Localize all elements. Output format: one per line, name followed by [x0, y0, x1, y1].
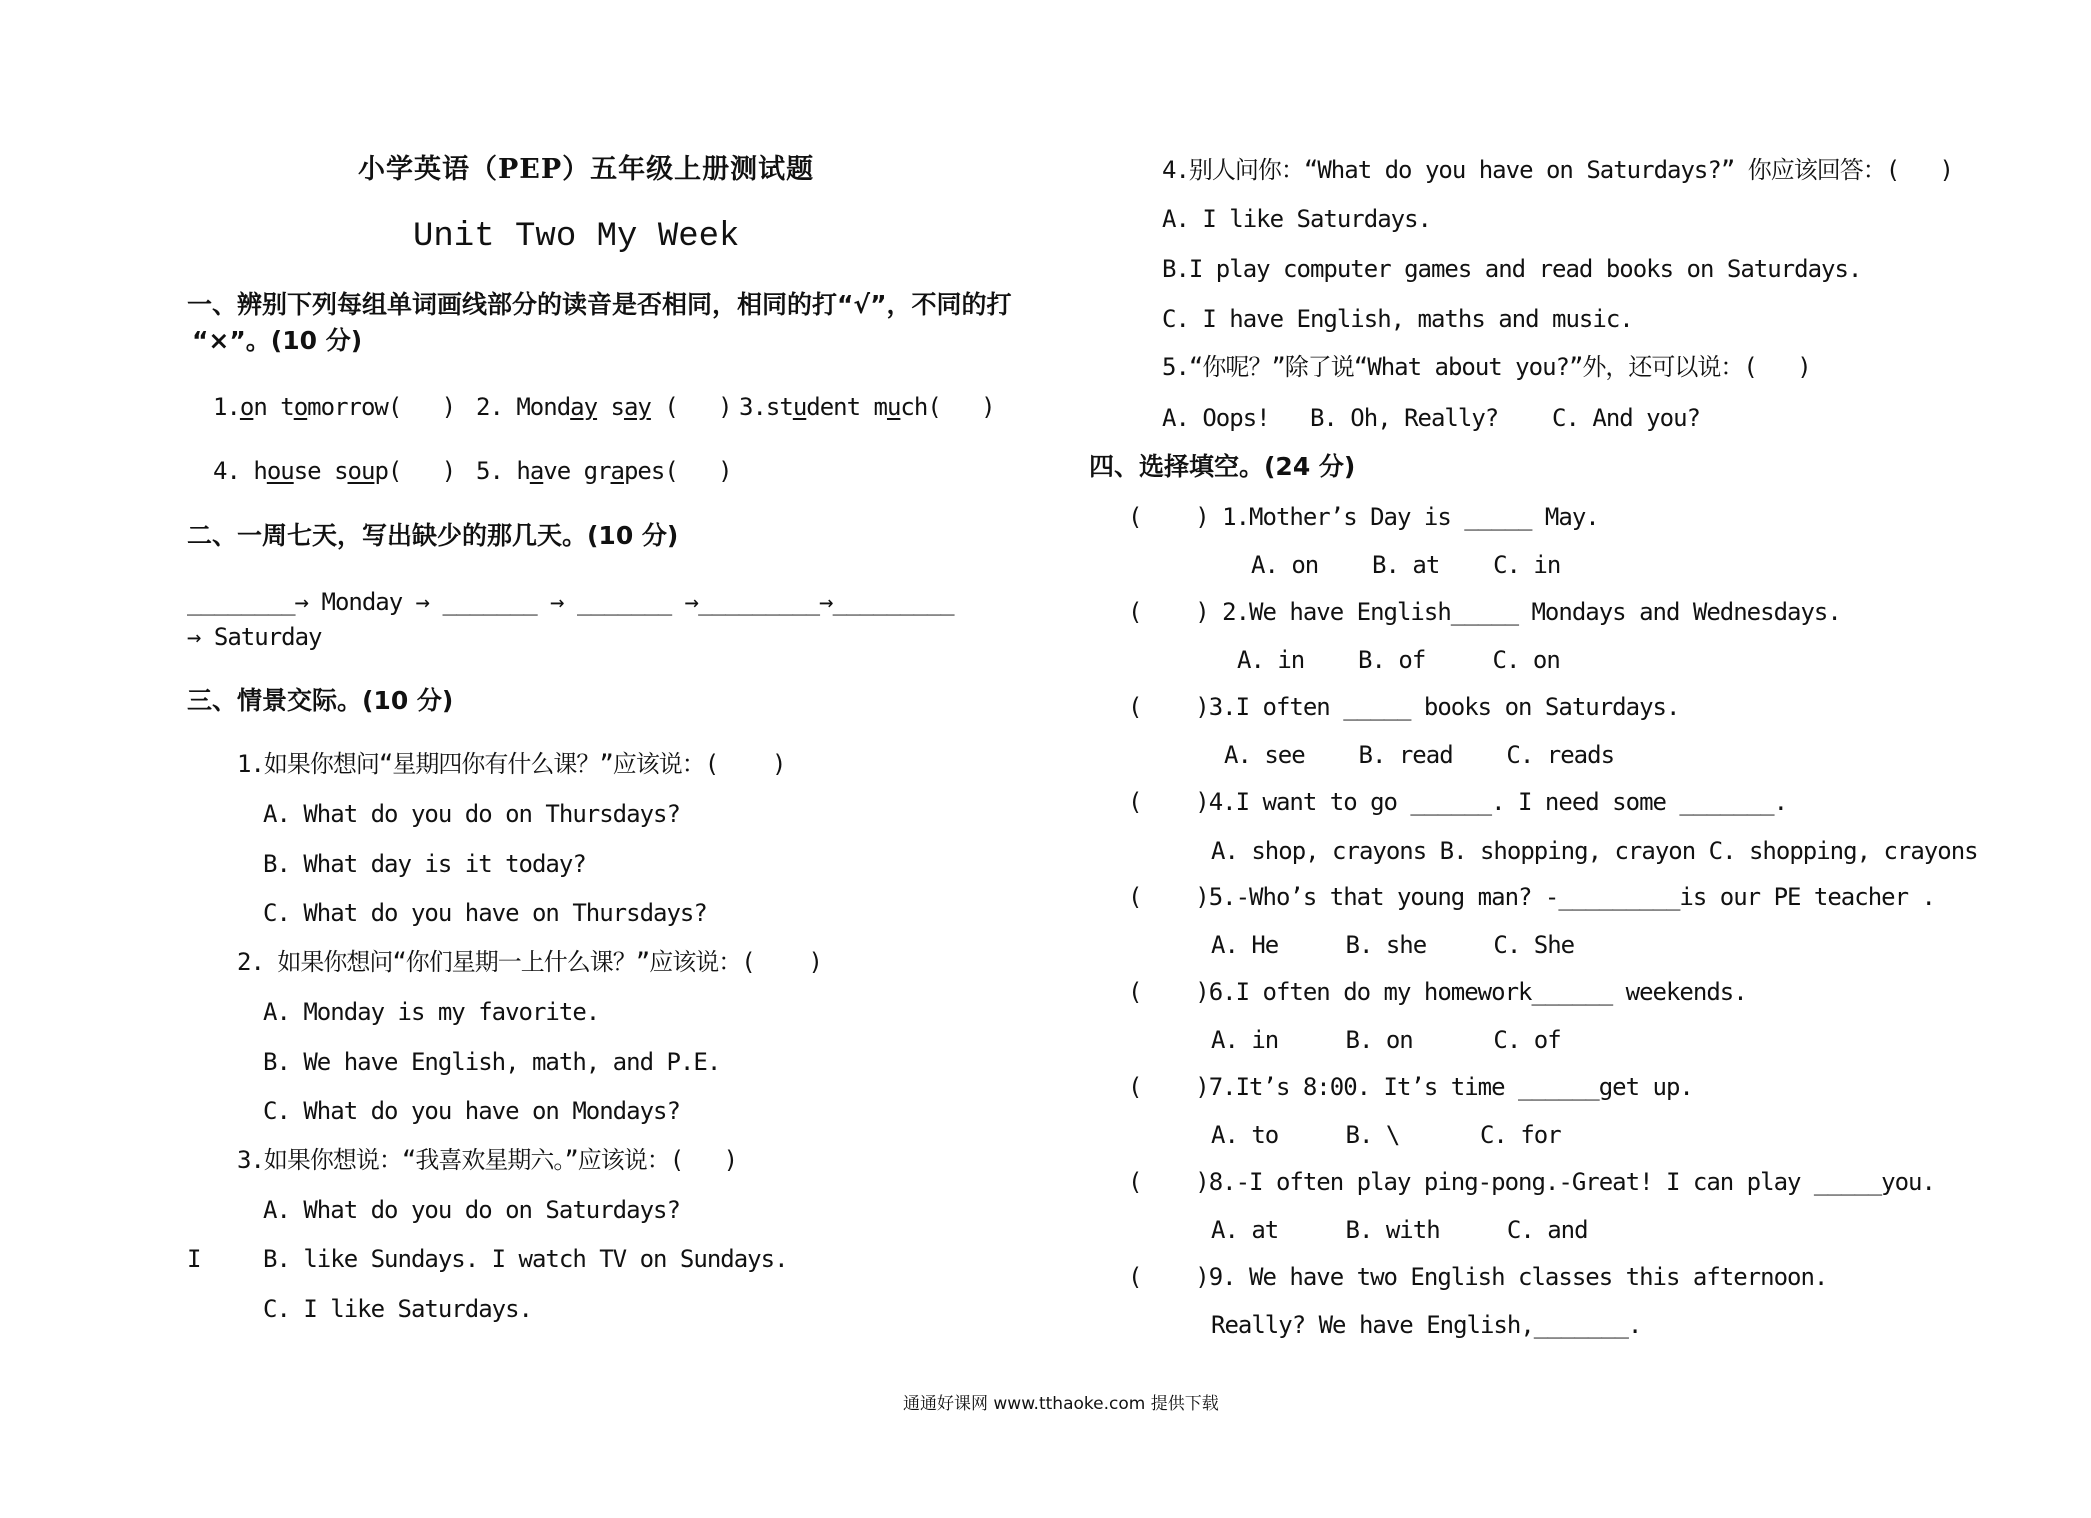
mc-question: ( )8.-I often play ping-pong.-Great! I can play _____you.: [1128, 1168, 1935, 1196]
mc-options: Really? We have English,_______.: [1211, 1311, 1642, 1339]
q1-stem: 1.如果你想问“星期四你有什么课？”应该说：( ): [237, 750, 786, 778]
weekday-fill-line-2: → Saturday: [187, 623, 322, 651]
q4-option-a: A. I like Saturdays.: [1162, 205, 1431, 233]
mc-options: A. on B. at C. in: [1251, 551, 1561, 579]
mc-question: ( ) 1.Mother’s Day is _____ May.: [1128, 503, 1599, 531]
mc-options: A. at B. with C. and: [1211, 1216, 1588, 1244]
q3-option-b: B. like Sundays. I watch TV on Sundays.: [263, 1245, 788, 1273]
q4-option-b: B.I play computer games and read books on Saturdays.: [1162, 255, 1862, 283]
q3-stem: 3.如果你想说：“我喜欢星期六。”应该说：( ): [237, 1146, 738, 1174]
q2-option-b: B. We have English, math, and P.E.: [263, 1048, 721, 1076]
phonics-item: 5. have grapes( ): [476, 457, 732, 485]
q3-option-c: C. I like Saturdays.: [263, 1295, 532, 1323]
q2-stem: 2. 如果你想问“你们星期一上什么课？”应该说：( ): [237, 948, 822, 976]
q2-option-a: A. Monday is my favorite.: [263, 998, 600, 1026]
q1-option-a: A. What do you do on Thursdays?: [263, 800, 680, 828]
mc-question: ( )5.-Who’s that young man? -_________is our PE teacher .: [1128, 883, 1935, 911]
phonics-item: 1.on tomorrow( ): [213, 393, 456, 421]
unit-title: Unit Two My Week: [413, 218, 740, 256]
section4-heading: 四、选择填空。(24 分): [1089, 452, 1356, 481]
page-title: 小学英语（PEP）五年级上册测试题: [358, 154, 815, 185]
q4-option-c: C. I have English, maths and music.: [1162, 305, 1633, 333]
q1-option-c: C. What do you have on Thursdays?: [263, 899, 707, 927]
mc-question: ( )7.It’s 8:00. It’s time ______get up.: [1128, 1073, 1693, 1101]
q1-option-b: B. What day is it today?: [263, 850, 586, 878]
stray-mark: I: [187, 1245, 201, 1273]
weekday-fill-line: ________→ Monday → _______ → _______ →_________→_________: [187, 588, 954, 616]
mc-question: ( ) 2.We have English_____ Mondays and Wednesdays.: [1128, 598, 1841, 626]
q2-option-c: C. What do you have on Mondays?: [263, 1097, 680, 1125]
phonics-item: 4. house soup( ): [213, 457, 456, 485]
mc-options: A. to B. \ C. for: [1211, 1121, 1561, 1149]
phonics-item: 3.student much( ): [739, 393, 995, 421]
mc-options: A. He B. she C. She: [1211, 931, 1575, 959]
section1-heading-line2: “×”。(10 分): [192, 326, 363, 355]
mc-question: ( )6.I often do my homework______ weekends.: [1128, 978, 1747, 1006]
mc-options: A. see B. read C. reads: [1224, 741, 1615, 769]
q4-stem: 4.别人问你：“What do you have on Saturdays?” 你应该回答：( ): [1162, 156, 1953, 184]
mc-question: ( )4.I want to go ______. I need some _______.: [1128, 788, 1788, 816]
mc-question: ( )3.I often _____ books on Saturdays.: [1128, 693, 1680, 721]
mc-options: A. shop, crayons B. shopping, crayon C. shopping, crayons: [1211, 837, 1978, 865]
mc-question: ( )9. We have two English classes this afternoon.: [1128, 1263, 1828, 1291]
section3-heading: 三、情景交际。(10 分): [187, 686, 454, 715]
q3-option-a: A. What do you do on Saturdays?: [263, 1196, 680, 1224]
mc-options: A. in B. of C. on: [1237, 646, 1560, 674]
section2-heading: 二、一周七天，写出缺少的那几天。(10 分): [187, 521, 679, 550]
footer-source: 通通好课网 www.tthaoke.com 提供下载: [903, 1394, 1219, 1414]
mc-options: A. in B. on C. of: [1211, 1026, 1561, 1054]
section1-heading: 一、辨别下列每组单词画线部分的读音是否相同，相同的打“√”，不同的打: [187, 290, 1012, 319]
phonics-item: 2. Monday say ( ): [476, 393, 732, 421]
q5-options: A. Oops! B. Oh, Really? C. And you?: [1162, 404, 1700, 432]
q5-stem: 5.“你呢？”除了说“What about you?”外，还可以说：( ): [1162, 353, 1811, 381]
